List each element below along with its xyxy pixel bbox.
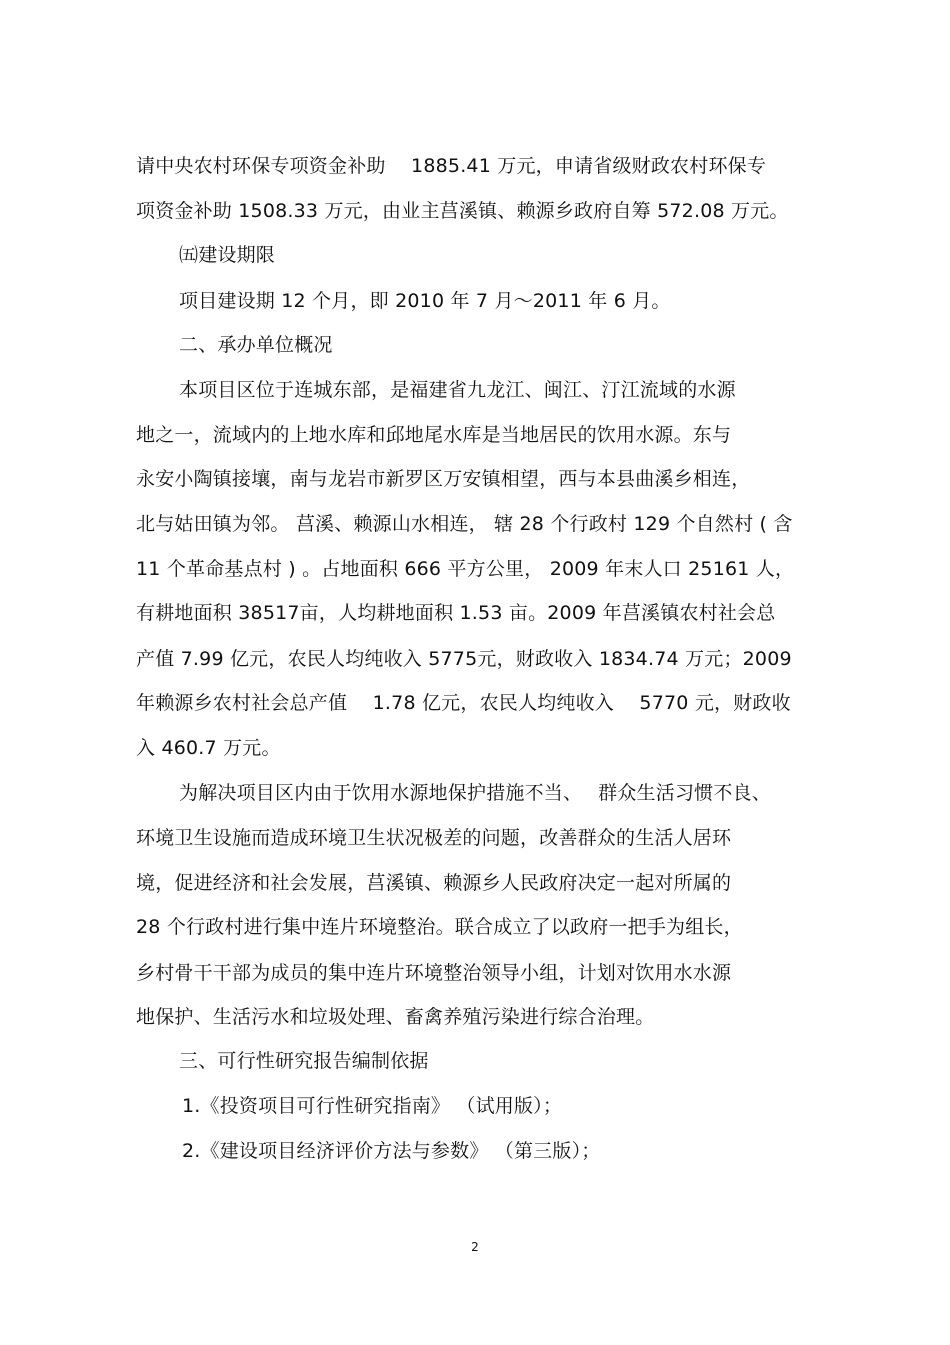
paragraph-line: 28 个行政村进行集中连片环境整治。联合成立了以政府一把手为组长， [136, 916, 743, 938]
paragraph-line: 项资金补助 1508.33 万元，由业主莒溪镇、赖源乡政府自筹 572.08 万元。 [136, 200, 789, 222]
paragraph-line: 地之一，流域内的上地水库和邱地尾水库是当地居民的饮用水源。东与 [136, 424, 732, 446]
paragraph-line: 本项目区位于连城东部，是福建省九龙江、闽江、汀江流域的水源 [179, 379, 736, 401]
paragraph-line: 项目建设期 12 个月，即 2010 年 7 月～2011 年 6 月。 [179, 290, 671, 312]
reference-item: 2.《建设项目经济评价方法与参数》 （第三版）； [182, 1140, 601, 1162]
section-heading: 三、可行性研究报告编制依据 [179, 1050, 429, 1072]
paragraph-line: 有耕地面积 38517亩，人均耕地面积 1.53 亩。2009 年莒溪镇农村社会总 [136, 602, 776, 624]
paragraph-line: 环境卫生设施而造成环境卫生状况极差的问题，改善群众的生活人居环 [136, 827, 732, 849]
paragraph-line: 请中央农村环保专项资金补助 1885.41 万元，申请省级财政农村环保专 [136, 155, 767, 177]
paragraph-line: 乡村骨干干部为成员的集中连片环境整治领导小组，计划对饮用水水源 [136, 962, 732, 984]
paragraph-line: 北与姑田镇为邻。 莒溪、赖源山水相连， 辖 28 个行政村 129 个自然村 ( 含 [136, 513, 793, 535]
page-number: 2 [471, 1240, 479, 1254]
section-heading: 二、承办单位概况 [179, 334, 333, 356]
paragraph-line: 入 460.7 万元。 [136, 737, 281, 759]
paragraph-line: 年赖源乡农村社会总产值 1.78 亿元，农民人均纯收入 5770 元，财政收 [136, 692, 791, 714]
section-heading: ㈤建设期限 [179, 244, 276, 266]
paragraph-line: 产值 7.99 亿元，农民人均纯收入 5775元，财政收入 1834.74 万元；2009 [136, 648, 792, 670]
paragraph-line: 地保护、生活污水和垃圾处理、畜禽养殖污染进行综合治理。 [136, 1006, 655, 1028]
paragraph-line: 永安小陶镇接壤，南与龙岩市新罗区万安镇相望，西与本县曲溪乡相连， [136, 468, 751, 490]
paragraph-line: 11 个革命基点村 ) 。占地面积 666 平方公里， 2009 年末人口 25161 人， [136, 558, 795, 580]
reference-item: 1.《投资项目可行性研究指南》 （试用版）； [182, 1095, 563, 1117]
paragraph-line: 为解决项目区内由于饮用水源地保护措施不当、 群众生活习惯不良、 [179, 782, 771, 804]
paragraph-line: 境，促进经济和社会发展，莒溪镇、赖源乡人民政府决定一起对所属的 [136, 872, 732, 894]
